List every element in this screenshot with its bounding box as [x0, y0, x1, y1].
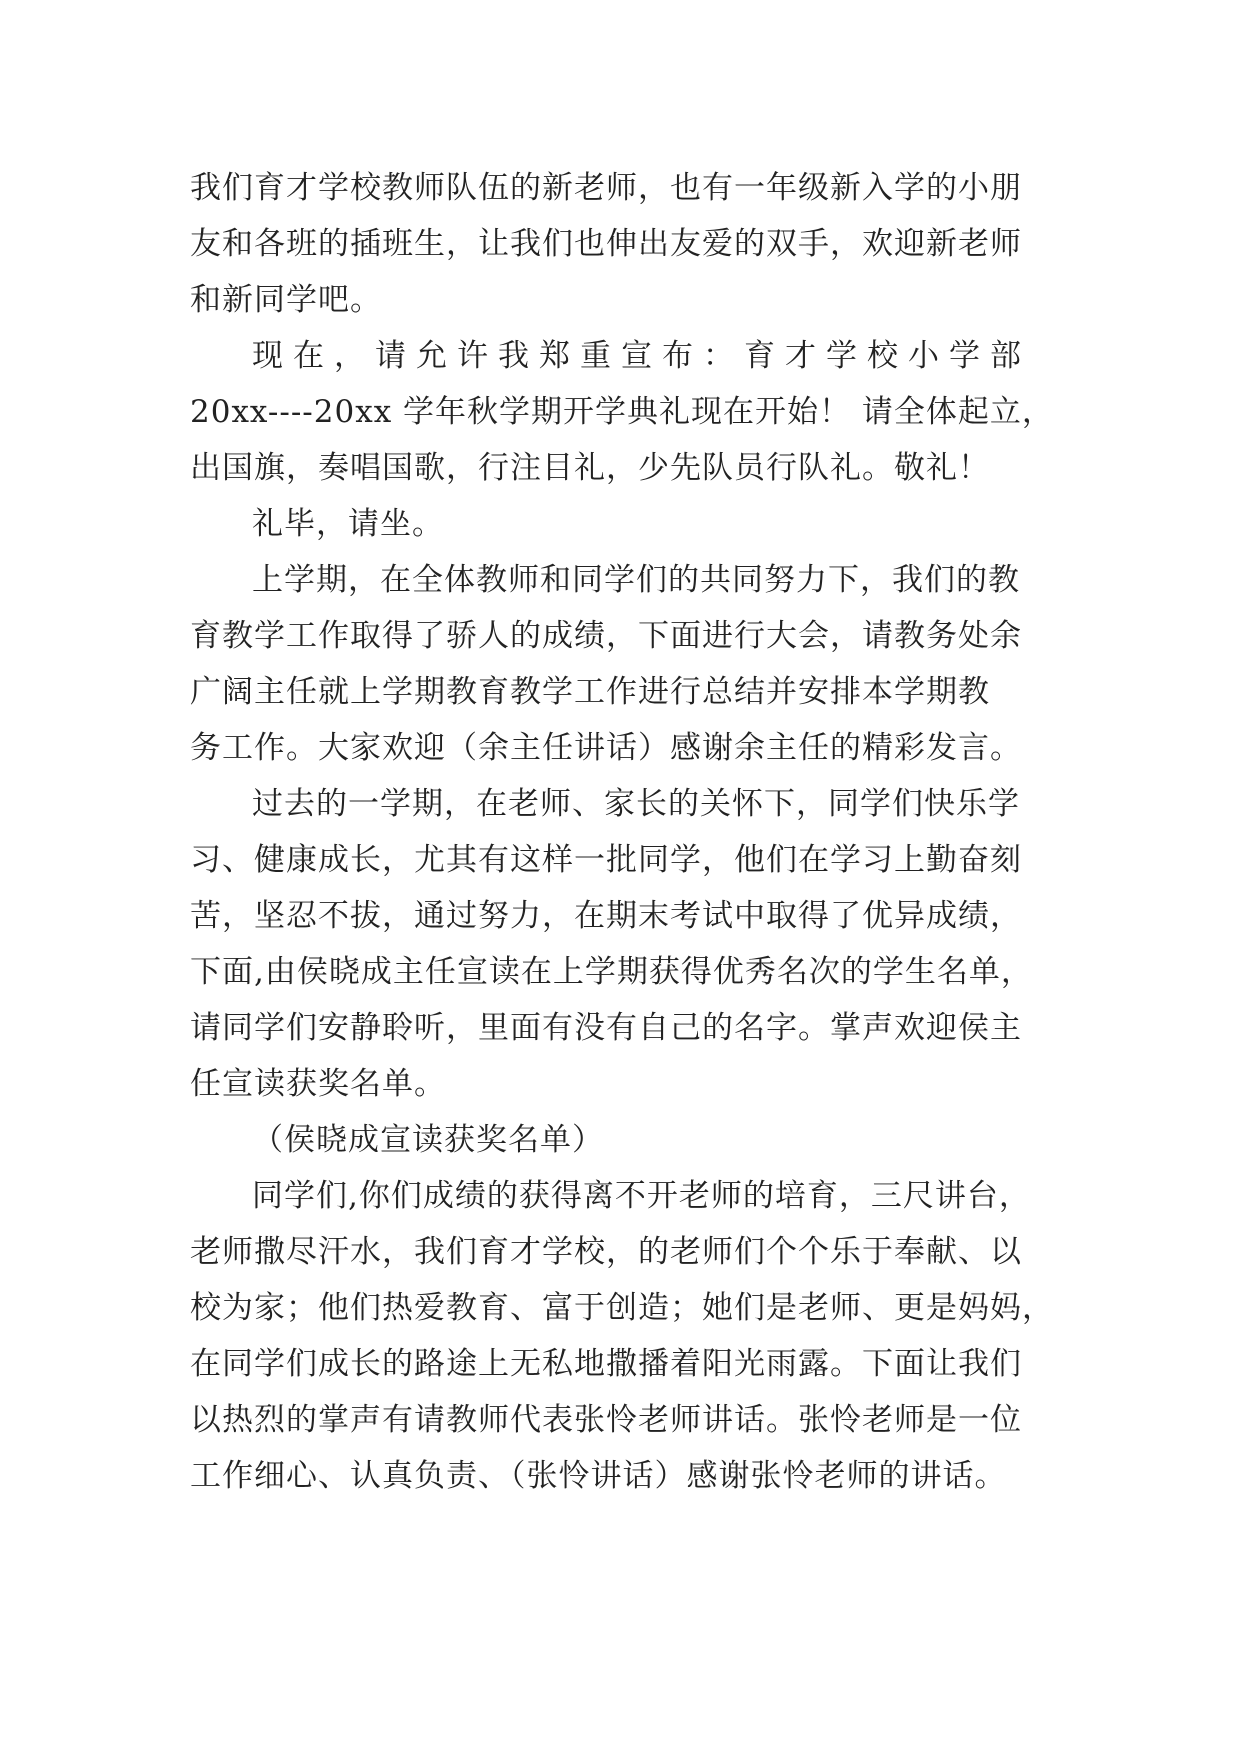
- text-line: 苦，坚忍不拔，通过努力，在期末考试中取得了优异成绩，: [190, 898, 1022, 934]
- text-line: 任宣读获奖名单。: [190, 1066, 446, 1102]
- text-line: 同学们,你们成绩的获得离不开老师的培育，三尺讲台，: [252, 1178, 1031, 1214]
- text-line: 校为家；他们热爱教育、富于创造；她们是老师、更是妈妈，: [190, 1290, 1054, 1326]
- text-line: 务工作。大家欢迎（余主任讲话）感谢余主任的精彩发言。: [190, 730, 1022, 766]
- text-line: 请同学们安静聆听，里面有没有自己的名字。掌声欢迎侯主: [190, 1010, 1022, 1046]
- text-line: 现在，请允许我郑重宣布：育才学校小学部: [252, 338, 1031, 374]
- text-line: 友和各班的插班生，让我们也伸出友爱的双手，欢迎新老师: [190, 226, 1022, 262]
- text-line: 育教学工作取得了骄人的成绩，下面进行大会，请教务处余: [190, 618, 1022, 654]
- text-line: 20xx----20xx 学年秋学期开学典礼现在开始！ 请全体起立，: [190, 394, 1054, 430]
- document-body: [190, 160, 1060, 1504]
- text-line: 上学期，在全体教师和同学们的共同努力下，我们的教: [252, 562, 1020, 598]
- text-line: 和新同学吧。: [190, 282, 382, 318]
- text-line: 出国旗，奏唱国歌，行注目礼，少先队员行队礼。敬礼！: [190, 450, 990, 486]
- paragraph-teacher-speech: [190, 1168, 1060, 1504]
- text-line: 习、健康成长，尤其有这样一批同学，他们在学习上勤奋刻: [190, 842, 1022, 878]
- paragraph-new-teachers: [190, 160, 1060, 328]
- text-line: （侯晓成宣读获奖名单）: [252, 1122, 604, 1158]
- text-line: 在同学们成长的路途上无私地撒播着阳光雨露。下面让我们: [190, 1346, 1022, 1382]
- paragraph-announcement: [190, 328, 1060, 496]
- paragraph-be-seated: [190, 496, 1060, 552]
- text-line: 过去的一学期，在老师、家长的关怀下，同学们快乐学: [252, 786, 1020, 822]
- paragraph-last-semester: [190, 552, 1060, 776]
- text-line: 工作细心、认真负责、（张怜讲话）感谢张怜老师的讲话。: [190, 1458, 1007, 1494]
- text-line: 下面,由侯晓成主任宣读在上学期获得优秀名次的学生名单，: [190, 954, 1033, 990]
- paragraph-past-semester: [190, 776, 1060, 1112]
- text-line: 老师撒尽汗水，我们育才学校，的老师们个个乐于奉献、以: [190, 1234, 1022, 1270]
- paragraph-award-list-note: [190, 1112, 1060, 1168]
- text-line: 以热烈的掌声有请教师代表张怜老师讲话。张怜老师是一位: [190, 1402, 1022, 1438]
- text-line: 广阔主任就上学期教育教学工作进行总结并安排本学期教: [190, 674, 990, 710]
- text-line: 礼毕，请坐。: [252, 506, 444, 542]
- text-line: 我们育才学校教师队伍的新老师，也有一年级新入学的小朋: [190, 170, 1022, 206]
